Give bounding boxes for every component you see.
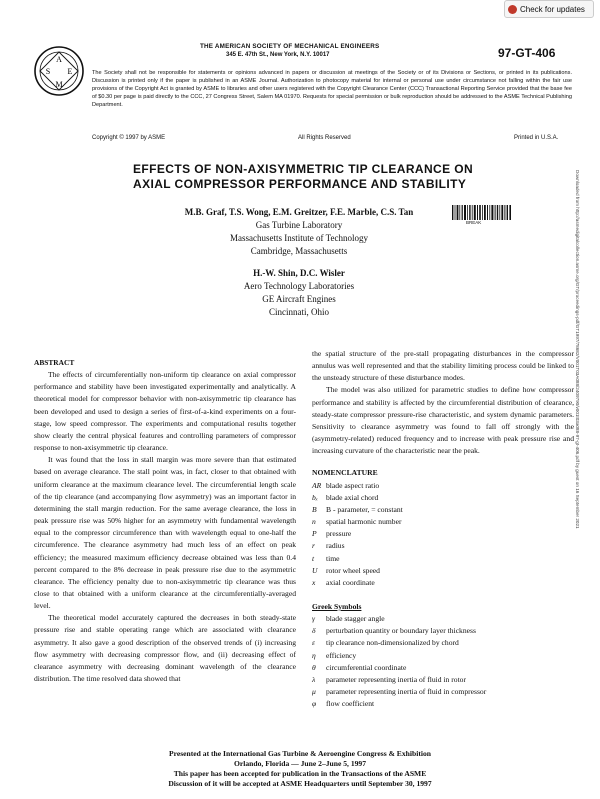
nomenclature-item [312,553,574,565]
greek-item [312,698,574,710]
nomenclature-desc: axial coordinate [326,577,375,587]
affiliation-2-line: GE Aircraft Engines [262,294,336,304]
nomenclature-item [312,504,574,516]
greek-item [312,613,574,625]
greek-item [312,650,574,662]
nomenclature-desc: B - parameter, = constant [326,504,403,514]
barcode-label: BREAK [466,220,482,225]
greek-item [312,686,574,698]
society-address: 345 E. 47th St., New York, N.Y. 10017 [226,52,330,58]
left-column [34,357,296,685]
nomenclature-desc: pressure [326,529,352,539]
greek-item [312,625,574,637]
affiliation-1-line: Massachusetts Institute of Technology [230,233,368,243]
greek-item [312,674,574,686]
body-paragraph: The model was also utilized for parametric studies to define how compressor performance and stability is affected by the circumferential distribution of clearance, steady-state compressor pressure-rise characteristic, and system dynamic parameters. Sensitivity to clearance asymmetry was found to fall off strongly with the (asymmetry-related) reduced frequency and to increase with peak pressure rise and increasing curvature of the characteristic near the peak. [312,385,574,456]
download-side-note-text: Downloaded from http://asmedigitalcollection.asme.org/GT/proceedings-pdf/GT1997/78682/V001T03A088/2409790/v001t03a088-97-gt-406.pdf by guest on 16 September 2021 [575,170,580,529]
nomenclature-heading: NOMENCLATURE [312,468,378,478]
greek-symbol: λ [312,674,316,684]
check-for-updates-button[interactable] [504,0,594,18]
greek-symbols-heading: Greek Symbols [312,601,362,611]
nomenclature-symbol: P [312,529,317,539]
greek-desc: circumferential coordinate [326,662,407,672]
abstract-paragraph: The theoretical model accurately captured the decreases in both steady-state pressure rise and stable operating range which are associated with clearance asymmetry. It also gave a good description of the observed trends of (i) increasing flow asymmetry with decreasing compressor flow, and (ii) decreasing effect of clearance asymmetry with decreasing dominant wavelength of the clearance distribution. The time resolved data showed that [34,613,296,684]
nomenclature-item [312,540,574,552]
rights-reserved: All Rights Reserved [298,135,351,141]
affiliation-1-line: Cambridge, Massachusetts [250,246,348,256]
greek-symbol: ε [312,638,315,648]
nomenclature-item [312,492,574,504]
authors-group-2: H.-W. Shin, D.C. Wisler [253,268,345,278]
greek-symbol: φ [312,699,317,709]
nomenclature-desc: radius [326,541,345,551]
nomenclature-item [312,516,574,528]
nomenclature-symbol: n [312,517,316,527]
paper-title-line-2: AXIAL COMPRESSOR PERFORMANCE AND STABILITY [133,177,467,191]
nomenclature-desc: rotor wheel speed [326,565,380,575]
greek-desc: parameter representing inertia of fluid in compressor [326,687,487,697]
greek-symbol: γ [312,614,315,624]
asme-logo [33,45,85,97]
footer-line: Presented at the International Gas Turbine & Aeroengine Congress & Exhibition [168,749,431,758]
affiliation-2-line: Cincinnati, Ohio [269,307,329,317]
nomenclature-symbol: U [312,565,318,575]
logo-letter-a: A [56,55,62,64]
logo-letter-s: S [45,67,51,76]
nomenclature-item [312,480,574,492]
nomenclature-desc: time [326,553,340,563]
footer-line: Orlando, Florida — June 2–June 5, 1997 [233,759,367,768]
printed-in: Printed in U.S.A. [514,135,559,141]
copyright: Copyright © 1997 by ASME [92,135,166,141]
greek-desc: perturbation quantity or boundary layer thickness [326,626,476,636]
barcode [452,205,512,220]
nomenclature-symbol: AR [312,480,322,490]
greek-symbol: μ [312,687,316,697]
abstract-heading: ABSTRACT [34,358,75,367]
nomenclature-symbol: x [312,577,316,587]
authors-group-1: M.B. Graf, T.S. Wong, E.M. Greitzer, F.E. Marble, C.S. Tan [184,207,414,217]
greek-item [312,662,574,674]
greek-desc: flow coefficient [326,699,375,709]
greek-symbols-list [312,613,574,710]
greek-symbol: δ [312,626,316,636]
update-icon [508,5,517,14]
greek-desc: blade stagger angle [326,614,385,624]
paper-number: 97-GT-406 [498,46,556,60]
nomenclature-symbol: t [312,553,315,563]
greek-symbol: θ [312,662,316,672]
greek-desc: efficiency [326,650,357,660]
abstract-paragraph: The effects of circumferentially non-uniform tip clearance on axial compressor performance and stability have been investigated experimentally and analytically. A theoretical model for compressor behavior with non-axisymmetric tip clearance has been developed and used to design a series of first-of-a-kind experiments on a four-stage, low speed compressor. The experiments and computational results together show clearly the central physical features and controlling parameters of compressor response to non-axisymmetric tip clearance. [34,370,296,453]
footer-line: This paper has been accepted for publication in the Transactions of the ASME [173,769,427,778]
disclaimer: The Society shall not be responsible for statements or opinions advanced in papers or discussion at meetings of the Society or of its Divisions or Sections, or printed in its publications. Discussion is printed only if the paper is published in an ASME Journal. Authorization to photocopy material for internal or personal use under circumstance not falling within the fair use provisions of the Copyright Act is granted by ASME to libraries and other users registered with the Copyright Clearance Center (CCC) Transactional Reporting Service provided that the base fee of $0.30 per page is paid directly to the CCC, 27 Congress Street, Salem MA 01970. Requests for special permission or bulk reproduction should be addressed to the ASME Technical Publishing Department. [92,70,572,108]
nomenclature-item [312,565,574,577]
nomenclature-item [312,577,574,589]
affiliation-1-line: Gas Turbine Laboratory [255,220,343,230]
greek-item [312,637,574,649]
nomenclature-symbol: r [312,541,315,551]
logo-letter-e: E [67,67,73,76]
right-column [312,348,574,710]
greek-desc: parameter representing inertia of fluid in rotor [326,674,467,684]
paper-title-line-1: EFFECTS OF NON-AXISYMMETRIC TIP CLEARANCE ON [133,162,474,176]
greek-desc: tip clearance non-dimensionalized by chord [326,638,459,648]
footer-line: Discussion of it will be accepted at ASME Headquarters until September 30, 1997 [168,779,432,788]
nomenclature-symbol: bₓ [312,492,318,502]
society-name: THE AMERICAN SOCIETY OF MECHANICAL ENGINEERS [200,43,380,50]
logo-letter-m: M [55,80,63,89]
body-paragraph: the spatial structure of the pre-stall propagating disturbances in the compressor annulus was well represented and that the stability limiting process could be linked to the unsteady structure of these disturbance modes. [312,349,574,383]
affiliation-2-line: Aero Technology Laboratories [243,281,355,291]
nomenclature-desc: blade axial chord [326,492,379,502]
check-for-updates-label: Check for updates [520,4,585,14]
nomenclature-list [312,480,574,589]
nomenclature-symbol: B [312,504,317,514]
nomenclature-item [312,528,574,540]
nomenclature-desc: spatial harmonic number [326,517,402,527]
greek-symbol: η [312,650,316,660]
nomenclature-desc: blade aspect ratio [326,480,380,490]
abstract-paragraph: It was found that the loss in stall margin was more severe than that estimated based on average clearance. The stall point was, in fact, closer to that obtained with uniform clearance at the maximum clearance level. The circumferential length scale of the tip clearance (and accompanying flow asymmetry) was an important factor in determining the stall margin reduction. For the same average clearance, the loss in peak pressure rise was 50% higher for an asymmetry with fundamental wavelength equal to the compressor circumference than with wavelength equal to one-half the circumference. The clearance asymmetry had much less of an effect on peak efficiency; the measured maximum efficiency decrease obtained was less than 0.4 percent compared to the 8% decrease in peak pressure rise due to the asymmetric clearance. The efficiency penalty due to non-axisymmetric tip clearance was thus close to that obtained with a uniform clearance at the circumferentially-averaged level. [34,455,296,611]
